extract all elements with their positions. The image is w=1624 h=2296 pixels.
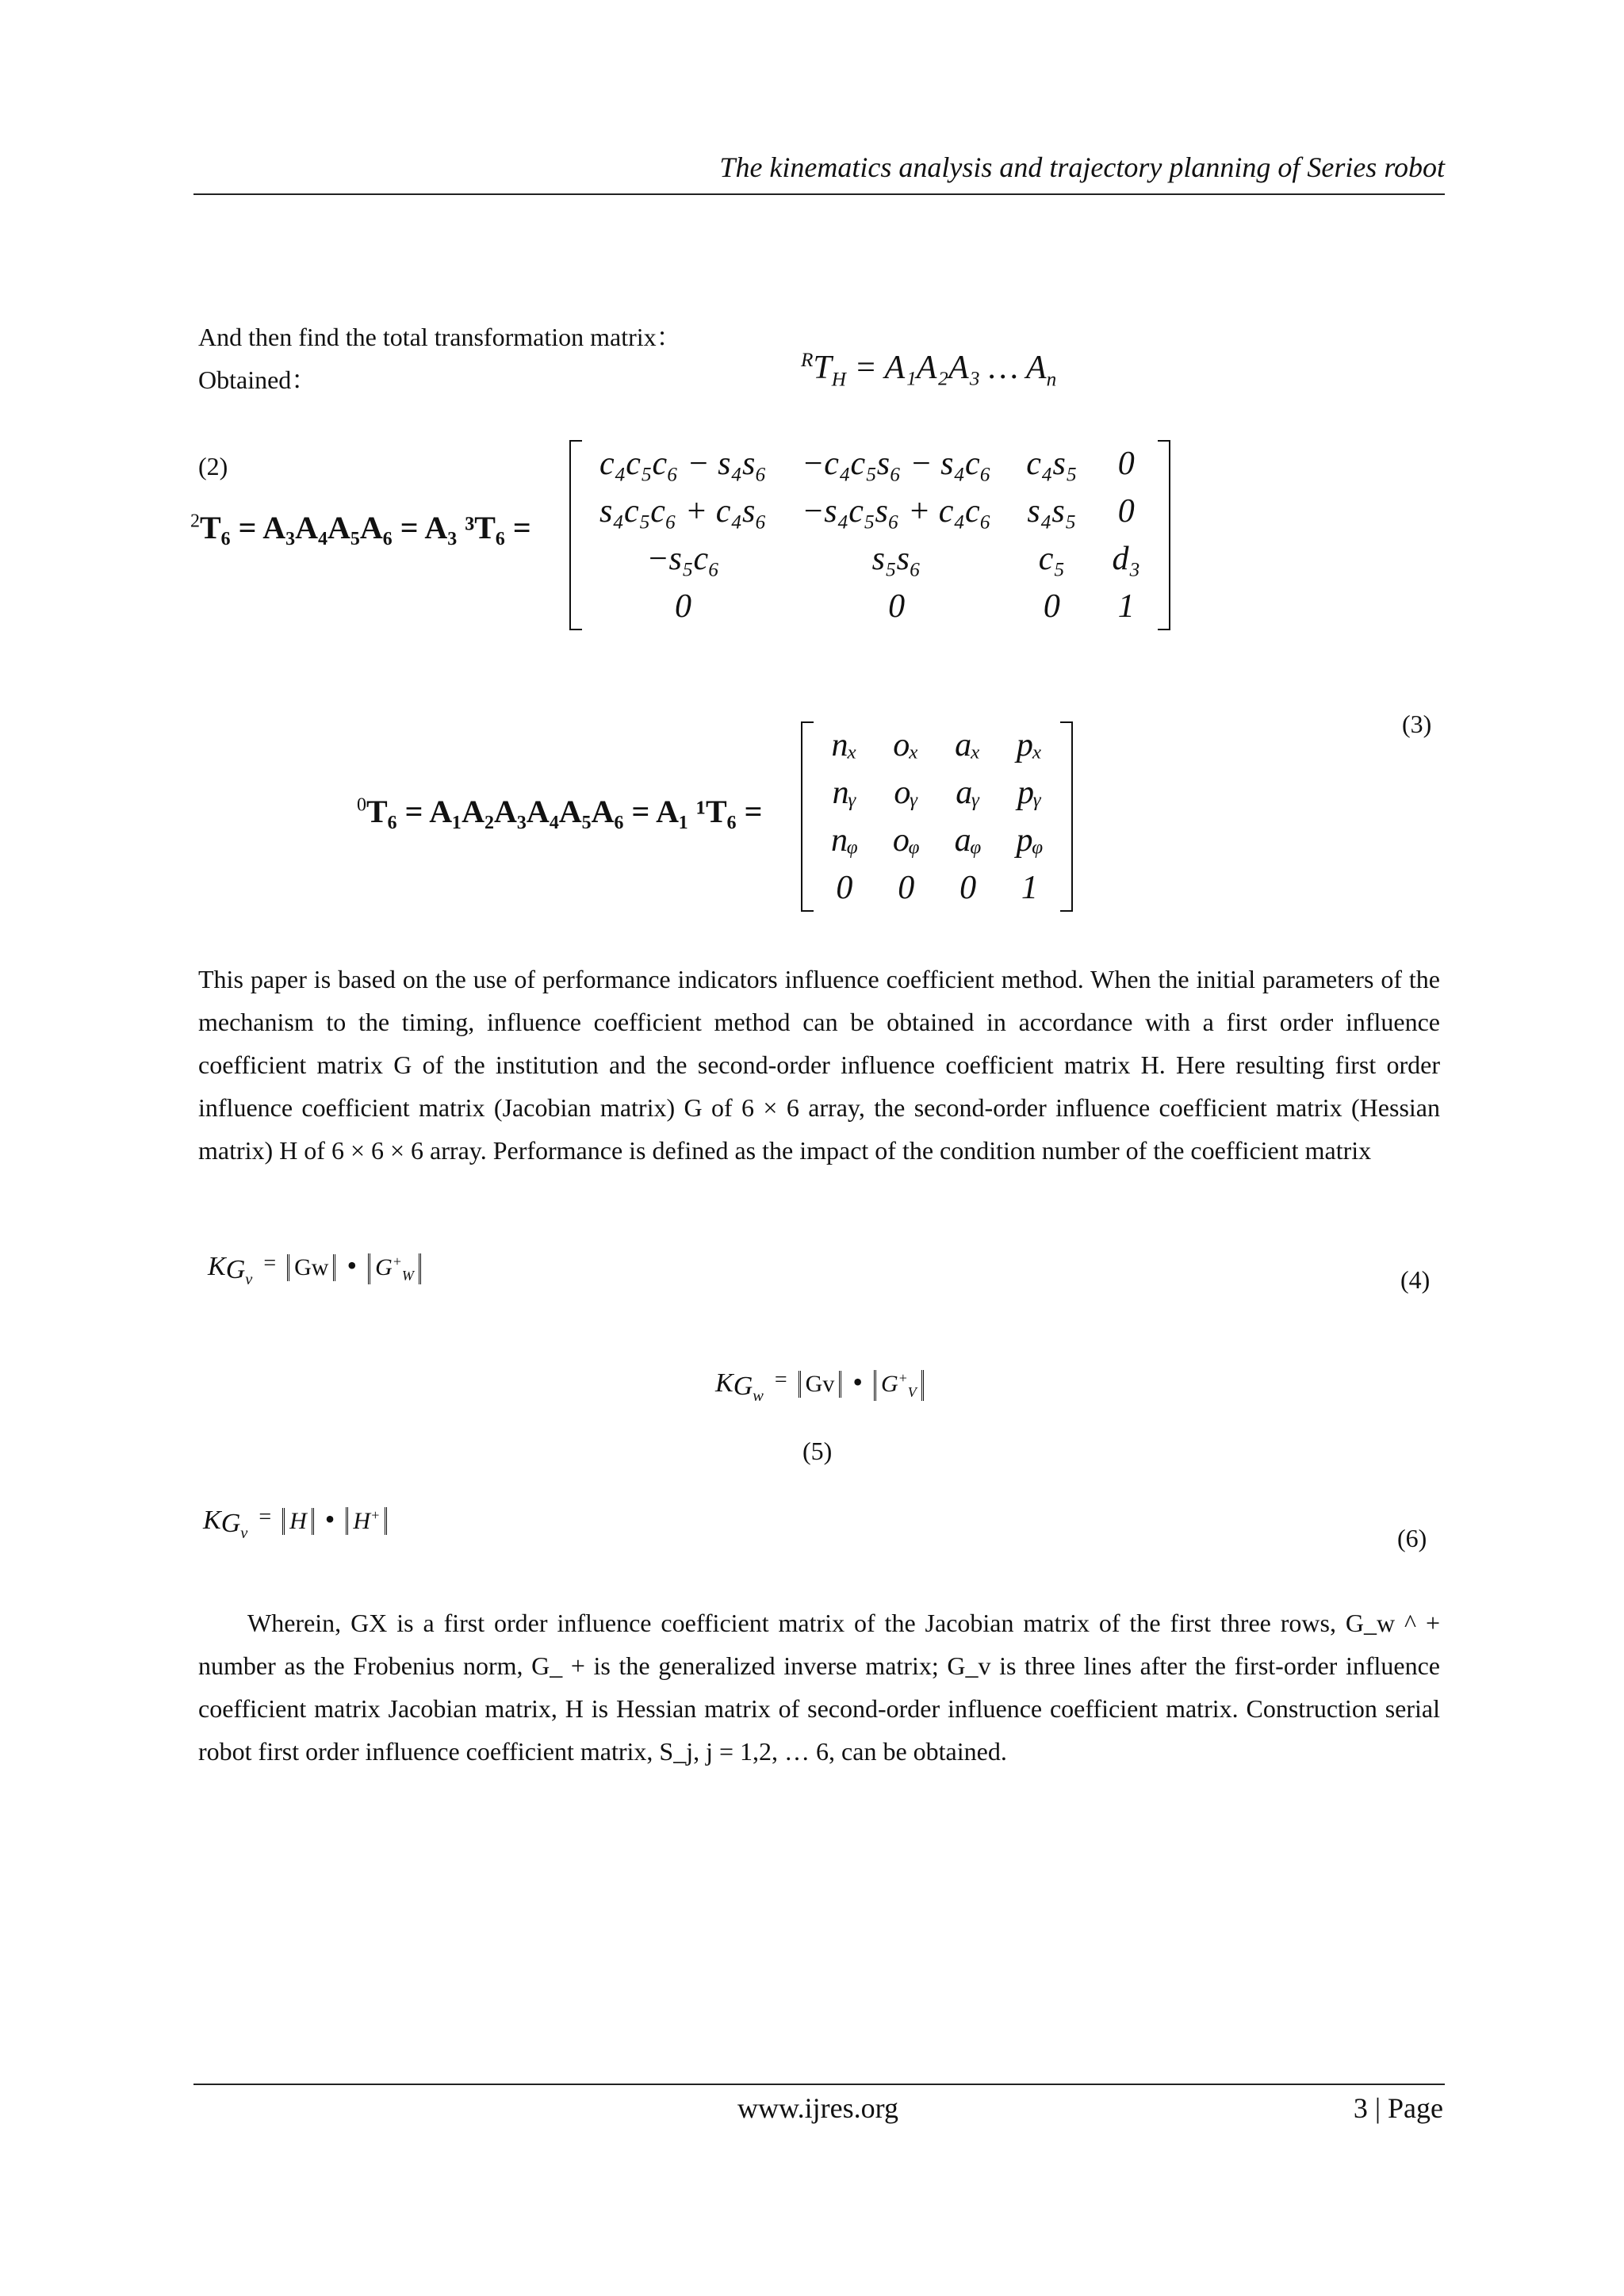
eq6-dot: • — [324, 1503, 335, 1535]
eq6-n2-sup: + — [370, 1507, 381, 1523]
matrix-cell: 1 — [1021, 870, 1038, 906]
matrix-cell: aₓ — [955, 727, 982, 763]
equation-6 — [203, 1502, 387, 1543]
matrix-cell: 0 — [1117, 446, 1135, 482]
matrix-cell: aᵧ — [956, 775, 980, 811]
matrix-cell: s₄s₅ — [1027, 493, 1077, 530]
matrix-cell: c₅ — [1038, 541, 1065, 577]
eq4-n2-sub: W — [401, 1268, 414, 1284]
matrix-cell: 0 — [888, 588, 906, 625]
eq-rth-t: T — [813, 350, 832, 386]
matrix-table — [582, 440, 1158, 630]
equation-5 — [715, 1365, 924, 1406]
matrix-cell: 0 — [1117, 493, 1135, 530]
equation-number-4: (4) — [1400, 1265, 1431, 1294]
matrix-cell: oₓ — [893, 727, 920, 763]
matrix-cell: nᵩ — [831, 822, 858, 859]
eq5-n2-sub: V — [907, 1384, 917, 1400]
eq6-k-sub: G — [220, 1509, 241, 1539]
equation-3-matrix — [801, 721, 1073, 912]
matrix-cell: 0 — [959, 870, 977, 906]
eq-rth-sub: H — [831, 369, 846, 391]
running-header: The kinematics analysis and trajectory planning of Series robot — [719, 151, 1445, 183]
matrix-cell: 0 — [836, 870, 853, 906]
equation-2-matrix — [569, 440, 1170, 630]
intro-line-2: Obtained： — [198, 365, 317, 394]
matrix-cell: oᵩ — [892, 822, 920, 859]
matrix-table — [814, 721, 1060, 912]
equation-number-6: (6) — [1397, 1524, 1427, 1552]
matrix-cell: s₅s₆ — [871, 541, 921, 577]
eq5-norm-2 — [874, 1370, 924, 1401]
matrix-cell: pₓ — [1016, 727, 1043, 763]
eq-rth-sup: R — [801, 350, 814, 371]
equation-3-lhs — [357, 793, 762, 830]
eq4-k: K — [208, 1252, 226, 1281]
matrix-cell: c₄c₅c₆ − s₄s₆ — [599, 446, 767, 482]
matrix-cell: 0 — [1043, 588, 1060, 625]
eq4-k-sub: G — [225, 1255, 246, 1285]
equation-number-3: (3) — [1402, 710, 1432, 738]
matrix-cell: pᵧ — [1017, 775, 1042, 811]
matrix-cell: nᵧ — [832, 775, 857, 811]
eq5-n2-sup: + — [898, 1370, 908, 1386]
eq-rth-rhs-sub: n — [1046, 369, 1057, 391]
eq6-equals: = — [259, 1504, 272, 1529]
eq3-lhs-sup: 0 — [357, 794, 366, 816]
eq5-n2: G — [880, 1371, 898, 1397]
equation-number-5: (5) — [802, 1437, 833, 1465]
matrix-cell: −s₄c₅s₆ + c₄c₆ — [801, 493, 992, 530]
header-rule — [193, 193, 1445, 195]
eq4-k-subsub: v — [245, 1270, 253, 1288]
matrix-right-bracket — [1060, 721, 1073, 912]
eq5-equals: = — [774, 1367, 787, 1392]
eq5-dot: • — [852, 1366, 863, 1398]
footer-rule — [193, 2084, 1445, 2085]
eq4-equals: = — [263, 1250, 277, 1276]
eq4-n2: G — [375, 1254, 393, 1280]
matrix-cell: 1 — [1117, 588, 1135, 625]
eq5-k-subsub: w — [753, 1387, 764, 1405]
eq4-norm-1: Gw — [287, 1254, 335, 1281]
eq5-k-sub: G — [733, 1372, 753, 1402]
eq5-k: K — [715, 1368, 733, 1398]
eq4-norm-2 — [368, 1253, 421, 1284]
matrix-cell: −c₄c₅s₆ − s₄c₆ — [801, 446, 992, 482]
matrix-cell: −s₅c₆ — [646, 541, 720, 577]
matrix-cell: oᵧ — [894, 775, 919, 811]
eq6-k-subsub: v — [240, 1524, 248, 1542]
eq6-n2: H — [353, 1508, 371, 1534]
eq4-dot: • — [347, 1249, 358, 1281]
eq-rth-rhs: = A₁A₂A₃ … A — [854, 350, 1047, 386]
matrix-cell: d₃ — [1112, 541, 1141, 577]
eq6-norm-1: H — [282, 1508, 314, 1535]
matrix-cell: nₓ — [831, 727, 858, 763]
equation-4 — [208, 1249, 421, 1289]
matrix-cell: s₄c₅c₆ + c₄s₆ — [599, 493, 767, 530]
eq2-lhs-sup: 2 — [190, 511, 200, 532]
matrix-left-bracket — [569, 440, 582, 630]
equation-rth — [801, 349, 1056, 391]
paragraph-1: This paper is based on the use of performance indicators influence coefficient method. When the initial parameters of the mechanism to the timing, influence coefficient method can be obtained in accordance with a first order influence coefficient matrix G of the institution and the second-order influence coefficient matrix H. Here resulting first order influence coefficient matrix (Jacobian matrix) G of 6 × 6 array, the second-order influence coefficient matrix (Hessian matrix) H of 6 × 6 × 6 array. Performance is defined as the impact of the condition number of the coefficient matrix — [198, 965, 1440, 1165]
eq6-k: K — [203, 1506, 221, 1535]
footer-page: 3 | Page — [1353, 2092, 1443, 2124]
paragraph-2: Wherein, GX is a first order influence coefficient matrix of the Jacobian matrix of the first three rows, G_w ^ + number as the Frobenius norm, G_ + is the generalized inverse matrix; G_v is three lines after the first-order influence coefficient matrix Jacobian matrix, H is Hessian matrix of second-order influence coefficient matrix. Construction serial robot first order influence coefficient matrix, S_j, j = 1,2, … 6, can be obtained. — [198, 1609, 1440, 1766]
equation-2-lhs — [190, 509, 531, 546]
matrix-cell: pᵩ — [1016, 822, 1044, 859]
eq5-norm-1: Gv — [799, 1371, 842, 1398]
eq2-lhs-text: T₆ = A₃A₄A₅A₆ = A₃ ³T₆ = — [200, 510, 531, 545]
eq6-norm-2 — [346, 1507, 387, 1535]
equation-number-2: (2) — [198, 452, 228, 480]
eq3-lhs-text: T₆ = A₁A₂A₃A₄A₅A₆ = A₁ ¹T₆ = — [366, 794, 763, 829]
matrix-cell: c₄s₅ — [1026, 446, 1078, 482]
matrix-left-bracket — [801, 721, 814, 912]
matrix-cell: 0 — [674, 588, 691, 625]
footer-site: www.ijres.org — [737, 2092, 898, 2124]
matrix-cell: aᵩ — [954, 822, 982, 859]
intro-line-1: And then find the total transformation matrix： — [198, 323, 682, 351]
eq4-n2-sup: + — [392, 1253, 402, 1269]
matrix-right-bracket — [1158, 440, 1170, 630]
matrix-cell: 0 — [898, 870, 915, 906]
